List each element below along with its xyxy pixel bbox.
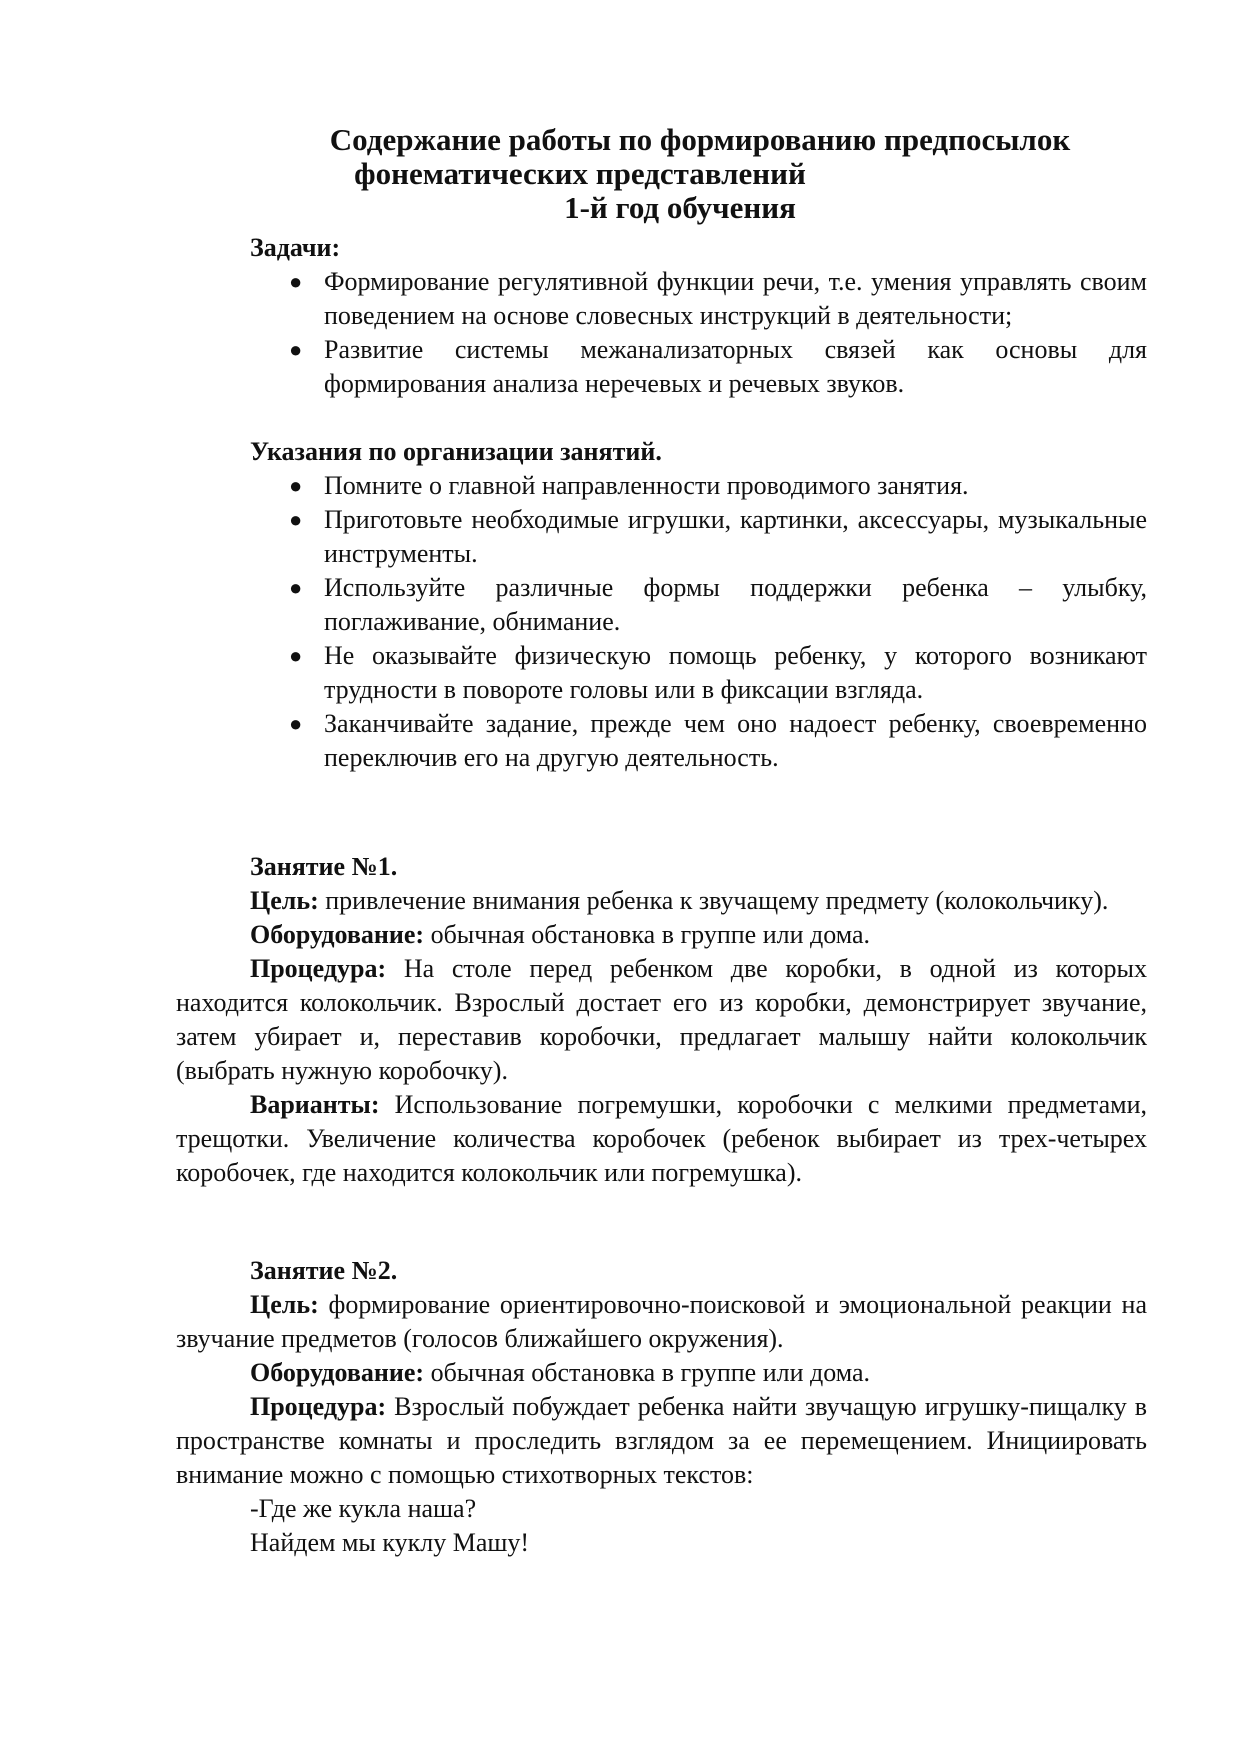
lesson-1-procedure [176,952,1147,1088]
variants-text: Использование погремушки, коробочки с мелкими предметами, трещотки. Увеличение количества коробочек (ребенок выбирает из трех-четырех коробочек, где находится колокольчик или погремушка). [176,1090,1147,1187]
bullet-icon: ● [289,643,303,668]
bullet-icon: ● [289,337,303,362]
lesson-2-goal [176,1288,1147,1356]
lesson-1-goal [176,884,1147,918]
list-item-text: Развитие системы межанализаторных связей как основы для формирования анализа неречевых и речевых звуков. [324,335,1147,398]
lesson-1-heading: Занятие №1. [250,852,398,881]
list-item [289,265,1147,333]
tasks-heading: Задачи: [250,233,341,262]
lesson-2-heading: Занятие №2. [250,1256,398,1285]
list-item-text: Заканчивайте задание, прежде чем оно надоест ребенку, своевременно переключив его на другую деятельность. [324,709,1147,772]
list-item [289,639,1147,707]
procedure-text: Взрослый побуждает ребенка найти звучащую игрушку-пищалку в пространстве комнаты и проследить взглядом за ее перемещением. Инициировать внимание можно с помощью стихотворных текстов: [176,1392,1148,1489]
procedure-label: Процедура: [250,954,387,983]
list-item-text: Используйте различные формы поддержки ребенка – улыбку, поглаживание, обнимание. [324,573,1147,636]
goal-label: Цель: [250,1290,319,1319]
equipment-label: Оборудование: [250,1358,425,1387]
list-item [289,503,1147,571]
goal-text: привлечение внимания ребенка к звучащему предмету (колокольчику). [325,886,1109,915]
list-item [289,333,1147,401]
list-item-text: Помните о главной направленности проводимого занятия. [324,471,969,500]
bullet-icon: ● [289,269,303,294]
bullet-icon: ● [289,473,303,498]
goal-label: Цель: [250,886,319,915]
list-item [289,571,1147,639]
document-title-line-2: фонематических представлений [354,156,806,191]
procedure-label: Процедура: [250,1392,387,1421]
lesson-2-body [176,1288,1147,1560]
list-item [289,707,1147,775]
document-title-line-3: 1-й год обучения [564,190,796,225]
tasks-list [289,265,1147,401]
lesson-2-equipment [176,1356,1147,1390]
lesson-1-equipment [176,918,1147,952]
document-title-line-1: Содержание работы по формированию предпосылок [329,122,1071,157]
procedure-text: На столе перед ребенком две коробки, в одной из которых находится колокольчик. Взрослый достает его из коробки, демонстрирует звучание, затем убирает и, переставив коробочки, предлагает малышу найти колокольчик (выбрать нужную коробочку). [176,954,1148,1085]
list-item-text: Приготовьте необходимые игрушки, картинки, аксессуары, музыкальные инструменты. [324,505,1147,568]
verse-line: Найдем мы куклу Машу! [250,1528,530,1557]
variants-label: Варианты: [250,1090,380,1119]
list-item [289,469,1147,503]
equipment-text: обычная обстановка в группе или дома. [430,920,871,949]
lesson-1-variants [176,1088,1147,1190]
lesson-2-procedure [176,1390,1147,1492]
verse-line: -Где же кукла наша? [250,1494,477,1523]
equipment-text: обычная обстановка в группе или дома. [430,1358,871,1387]
lesson-1-body [176,884,1147,1190]
equipment-label: Оборудование: [250,920,425,949]
bullet-icon: ● [289,575,303,600]
list-item-text: Формирование регулятивной функции речи, т.е. умения управлять своим поведением на основе словесных инструкций в деятельности; [324,267,1147,330]
goal-text: формирование ориентировочно-поисковой и эмоциональной реакции на звучание предметов (голосов ближайшего окружения). [176,1290,1147,1353]
bullet-icon: ● [289,711,303,736]
bullet-icon: ● [289,507,303,532]
instructions-list [289,469,1147,775]
list-item-text: Не оказывайте физическую помощь ребенку, у которого возникают трудности в повороте головы или в фиксации взгляда. [324,641,1147,704]
instructions-heading: Указания по организации занятий. [250,437,662,466]
